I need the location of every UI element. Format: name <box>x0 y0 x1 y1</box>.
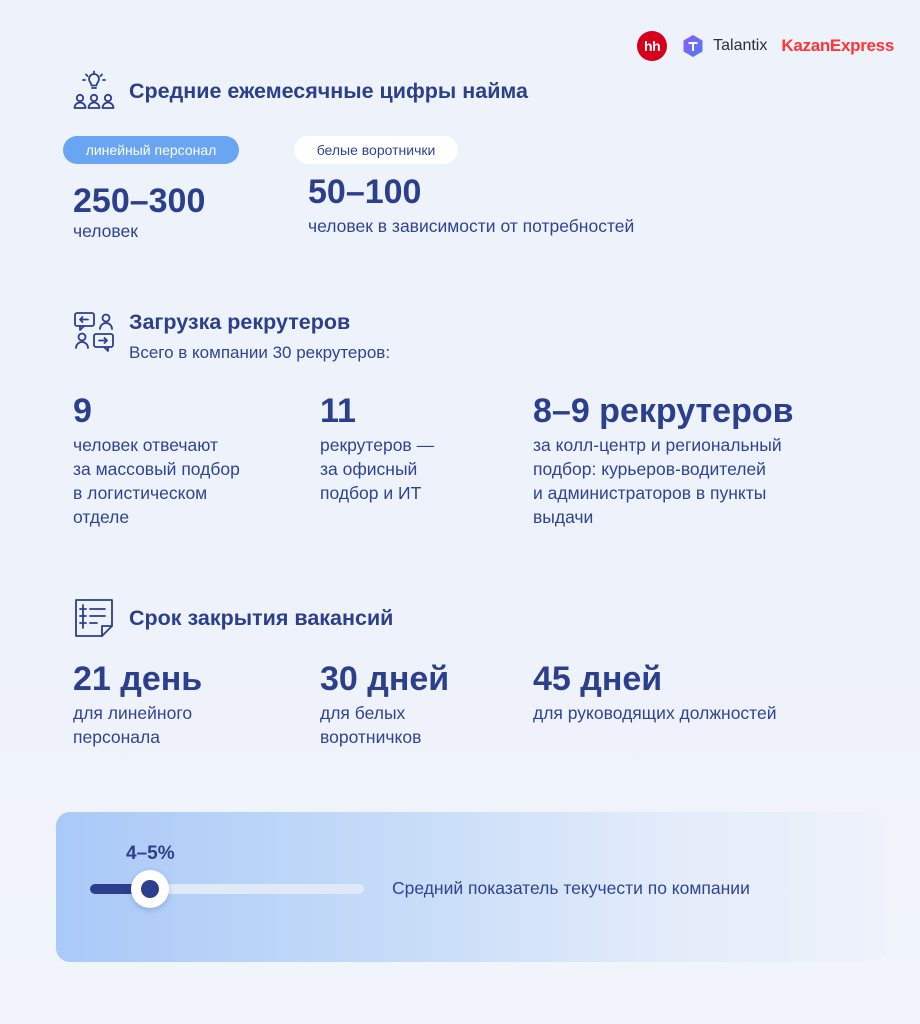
closing-white-collar-value: 30 дней <box>320 660 450 698</box>
talantix-label: Talantix <box>713 37 768 54</box>
desc-line: для белых <box>320 703 406 723</box>
desc-line: в логистическом <box>73 483 208 503</box>
turnover-slider-track <box>90 884 364 894</box>
recruiters-logistics-value: 9 <box>73 392 92 430</box>
blue-collar-unit: человек <box>73 221 138 241</box>
talantix-logo <box>681 34 767 58</box>
closing-management-value: 45 дней <box>533 660 663 698</box>
recruiters-subtitle: Всего в компании 30 рекрутеров: <box>129 343 391 362</box>
desc-line: отделе <box>73 507 130 527</box>
desc-line: выдачи <box>533 507 594 527</box>
turnover-slider-knob <box>131 870 169 908</box>
desc-line: за офисный <box>320 459 418 479</box>
recruiters-callcenter-desc <box>533 433 782 529</box>
desc-line: за массовый подбор <box>73 459 240 479</box>
kazanexpress-logo: KazanExpress <box>781 36 894 55</box>
desc-line: для руководящих должностей <box>533 703 777 723</box>
recruiters-office-value: 11 <box>320 392 356 430</box>
recruiters-office-desc <box>320 433 434 505</box>
white-collar-unit: человек в зависимости от потребностей <box>308 216 635 236</box>
desc-line: рекрутеров — <box>320 435 435 455</box>
desc-line: воротничков <box>320 727 422 747</box>
closing-management-desc <box>533 701 777 725</box>
closing-blue-collar-value: 21 день <box>73 660 203 698</box>
desc-line: персонала <box>73 727 160 747</box>
closing-blue-collar-desc <box>73 701 192 749</box>
turnover-value: 4–5% <box>126 843 175 864</box>
closing-title: Срок закрытия вакансий <box>129 606 394 630</box>
desc-line: для линейного <box>73 703 193 723</box>
hh-logo: hh <box>637 31 667 61</box>
desc-line: и администраторов в пункты <box>533 483 767 503</box>
document-checklist-icon <box>72 596 116 640</box>
desc-line: человек отвечают <box>73 435 218 455</box>
turnover-text: Средний показатель текучести по компании <box>392 878 750 898</box>
recruiters-title: Загрузка рекрутеров <box>129 310 351 334</box>
white-collar-tag: белые воротнички <box>294 136 458 164</box>
turnover-card <box>56 812 886 962</box>
recruiters-callcenter-value: 8–9 рекрутеров <box>533 392 794 430</box>
desc-line: подбор и ИТ <box>320 483 422 503</box>
partner-logos <box>637 31 894 61</box>
desc-line: подбор: курьеров-водителей <box>533 459 766 479</box>
talantix-icon <box>681 34 705 58</box>
desc-line: за колл-центр и региональный <box>533 435 782 455</box>
blue-collar-tag: линейный персонал <box>63 136 239 164</box>
hiring-title: Средние ежемесячные цифры найма <box>129 79 528 103</box>
white-collar-value: 50–100 <box>308 173 422 211</box>
recruiters-chat-icon <box>72 310 116 354</box>
blue-collar-value: 250–300 <box>73 182 206 220</box>
team-ideas-icon <box>72 70 116 114</box>
closing-white-collar-desc <box>320 701 421 749</box>
recruiters-logistics-desc <box>73 433 240 529</box>
knob-dot <box>141 880 159 898</box>
